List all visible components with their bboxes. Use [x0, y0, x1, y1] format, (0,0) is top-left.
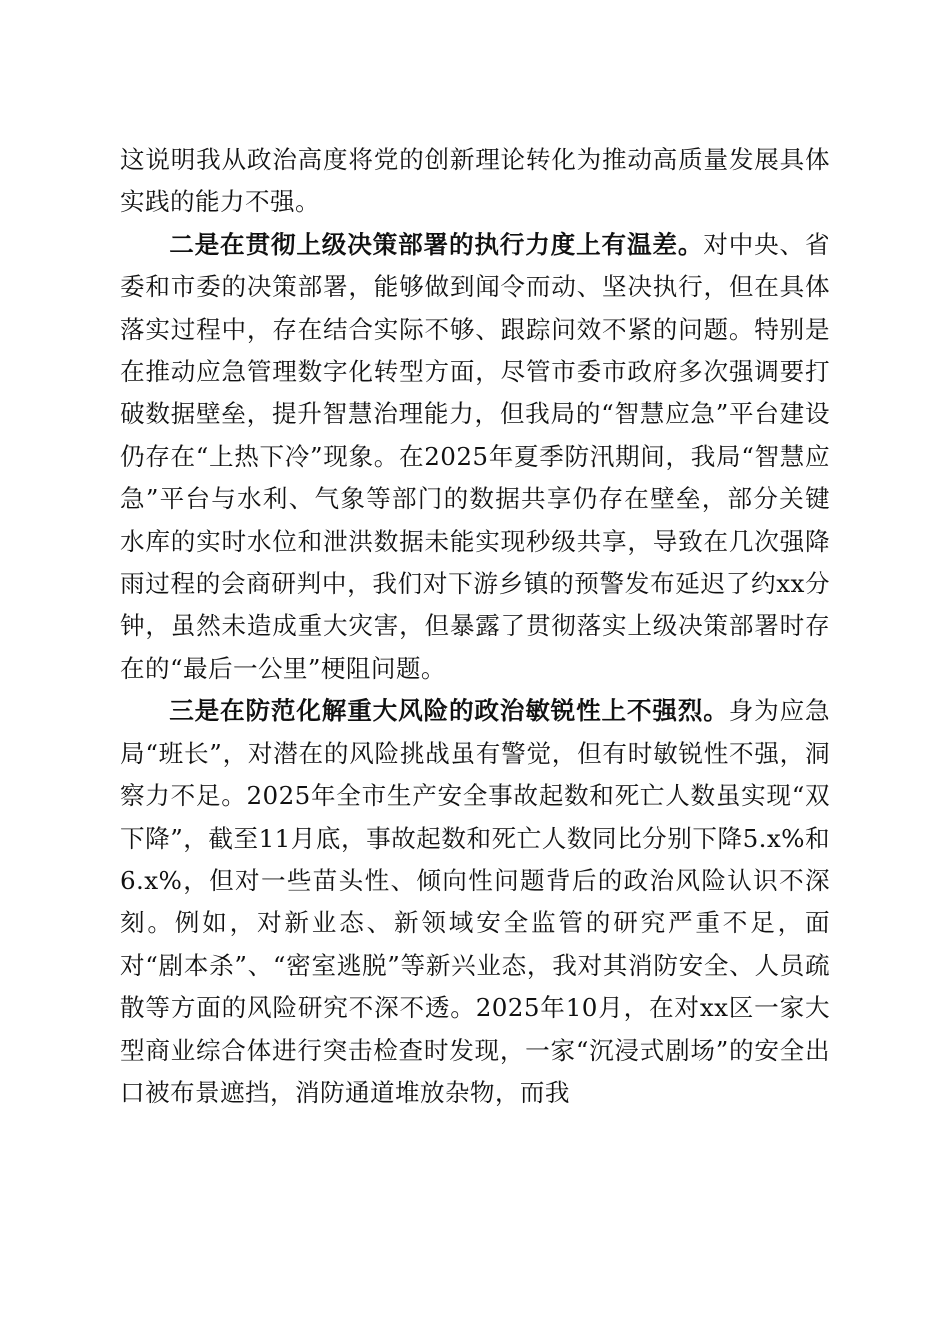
paragraph-2-text: 对中央、省委和市委的决策部署，能够做到闻令而动、坚决执行，但在具体落实过程中，存在结合实际不够、跟踪问效不紧的问题。特别是在推动应急管理数字化转型方面，尽管市委市政府多次强调要打破数据壁垒，提升智慧治理能力，但我局的“智慧应急”平台建设仍存在“上热下冷”现象。在2025年夏季防汛期间，我局“智慧应急”平台与水利、气象等部门的数据共享仍存在壁垒，部分关键水库的实时水位和泄洪数据未能实现秒级共享，导致在几次强降雨过程的会商研判中，我们对下游乡镇的预警发布延迟了约xx分钟，虽然未造成重大灾害，但暴露了贯彻落实上级决策部署时存在的“最后一公里”梗阻问题。 [120, 229, 830, 683]
paragraph-3 [120, 690, 830, 1114]
document-body [120, 139, 830, 1114]
paragraph-3-lead: 三是在防范化解重大风险的政治敏锐性上不强烈。 [169, 696, 729, 726]
paragraph-2 [120, 224, 830, 690]
paragraph-2-lead: 二是在贯彻上级决策部署的执行力度上有温差。 [169, 229, 704, 259]
paragraph-1 [120, 139, 830, 224]
paragraph-1-text: 这说明我从政治高度将党的创新理论转化为推动高质量发展具体实践的能力不强。 [120, 145, 830, 217]
paragraph-3-text: 身为应急局“班长”，对潜在的风险挑战虽有警觉，但有时敏锐性不强，洞察力不足。2025年全市生产安全事故起数和死亡人数虽实现“双下降”，截至11月底，事故起数和死亡人数同比分别下降5.x%和6.x%，但对一些苗头性、倾向性问题背后的政治风险认识不深刻。例如，对新业态、新领域安全监管的研究严重不足，面对“剧本杀”、“密室逃脱”等新兴业态，我对其消防安全、人员疏散等方面的风险研究不深不透。2025年10月，在对xx区一家大型商业综合体进行突击检查时发现，一家“沉浸式剧场”的安全出口被布景遮挡，消防通道堆放杂物，而我 [120, 696, 830, 1107]
